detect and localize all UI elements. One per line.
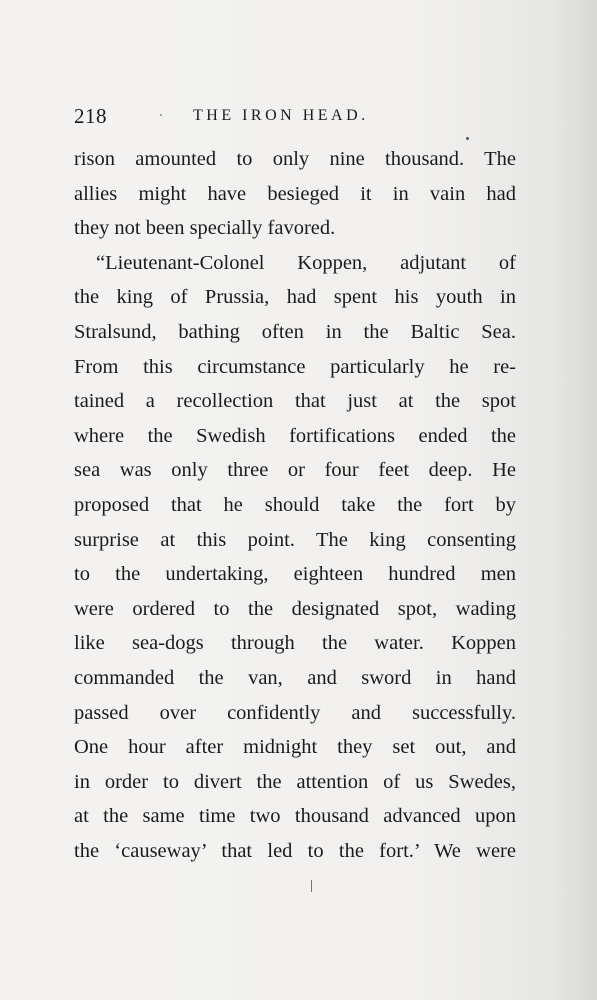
text-line: the ‘causeway’ that led to the fort.’ We were	[74, 839, 516, 862]
text-line: “Lieutenant-Colonel Koppen, adjutant of	[96, 251, 516, 274]
text-line: the king of Prussia, had spent his youth in	[74, 286, 516, 309]
text-line: at the same time two thousand advanced upon	[74, 805, 516, 828]
text-line: like sea-dogs through the water. Koppen	[74, 632, 516, 655]
text-line: allies might have besieged it in vain had	[74, 182, 516, 205]
text-line: passed over confidently and successfully.	[74, 701, 516, 724]
running-head	[74, 104, 516, 134]
text-line: Stralsund, bathing often in the Baltic Sea.	[74, 320, 516, 343]
text-line: they not been specially favored.	[74, 217, 336, 240]
text-line: in order to divert the attention of us Swedes,	[74, 770, 516, 793]
print-speck	[311, 880, 312, 892]
text-line: tained a recollection that just at the spot	[74, 390, 516, 413]
text-line: where the Swedish fortifications ended the	[74, 424, 516, 447]
text-line: From this circumstance particularly he re-	[74, 355, 516, 378]
text-line: were ordered to the designated spot, wading	[74, 597, 516, 620]
text-line: surprise at this point. The king consenting	[74, 528, 516, 551]
text-line: commanded the van, and sword in hand	[74, 666, 516, 689]
page-number: 218	[74, 104, 107, 128]
text-line: to the undertaking, eighteen hundred men	[74, 563, 516, 586]
text-line: proposed that he should take the fort by	[74, 493, 516, 516]
print-speck	[160, 114, 162, 116]
body-text	[74, 142, 516, 868]
running-head-title: THE IRON HEAD.	[193, 107, 369, 124]
print-speck	[466, 137, 469, 140]
text-line: sea was only three or four feet deep. He	[74, 459, 516, 482]
text-line: One hour after midnight they set out, and	[74, 736, 516, 759]
text-line: rison amounted to only nine thousand. The	[74, 148, 516, 170]
